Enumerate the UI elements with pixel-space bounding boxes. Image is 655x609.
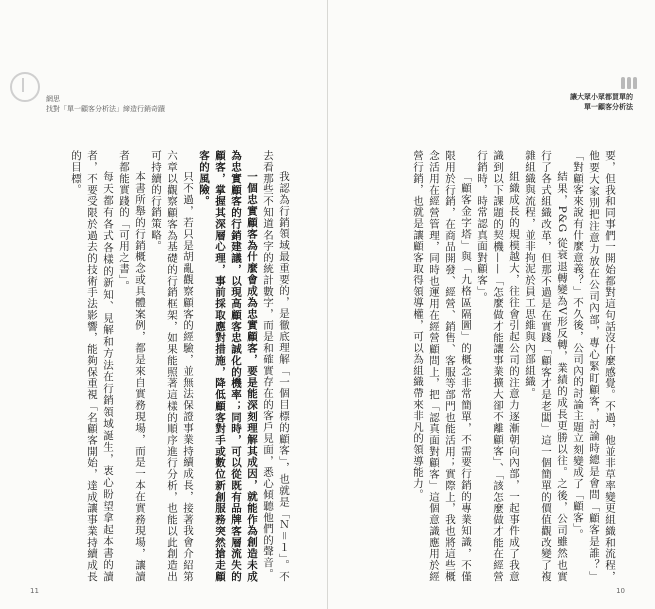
body-paragraph: 我認為行銷領域最重要的，是徹底理解「一個目標的顧客」，也就是「Ｎ＝１」。不去看那些不知道名字的統計數字，而是和確實存在的客戶見面，悉心傾聽他們的聲音。: [262, 150, 290, 582]
people-icon: [619, 74, 637, 93]
page-number: 10: [616, 587, 625, 595]
series-label: 網思: [46, 95, 60, 103]
book-subtitle: 單一顧客分析法: [584, 103, 633, 111]
book-title: 讓大眾小眾都買單的: [570, 93, 633, 101]
chapter-title: 找對「單一顧客分析法」締造行銷奇蹟: [46, 105, 165, 113]
decorative-circle-icon: [10, 72, 40, 102]
body-paragraph: 本書所舉的行銷概念或具體案例，都是來自實務現場，而是一本在實務現場，讓讀者都能實踐的「可用之書」。: [118, 150, 146, 582]
body-paragraph: 一個忠實顧客為什麼會成為忠實顧客，要是能深刻理解其成因，就能作為創造未成為忠實顧客的行銷建議，以現高顧客忠誠化的機率；同時，可以從既有品牌客層流失的顧客，掌握其深層心理，事前採取應對措施，降低顧客對手或數位新創服務突然搶走顧客的風險。: [198, 150, 258, 582]
left-body-text: [42, 150, 292, 582]
right-body-text: [356, 150, 618, 582]
body-paragraph: 每天都有各式各樣的新知、見解和方法在行銷領域誕生，衷心盼望拿起本書的讀者，不要受限於過去的技術手法影響，能夠保重視「名顧客開始，達成讓事業持續成長的目標。: [70, 150, 114, 582]
body-paragraph: 只不過，若只是胡亂觀察顧客的經驗，並無法保證事業持續成長，接著我會介紹第六章以觀察顧客為基礎的行銷框架，如果能照著這樣的順序進行分析，也能以此創造出可持續的行銷策略。: [150, 150, 194, 582]
body-paragraph: 結果，P&G 從衰退轉變為V形反轉，業績的成長更勝以往。之後，公司雖然也實行了各式組織改革，但那不過是在實踐「顧客才是老闆」這一個簡單的價值觀改變了複雜組織與流程，並非拘泥於員工思維與內部組織。: [524, 150, 568, 582]
body-paragraph: 組織成長的規模越大，往往會引起公司的注意力逐漸朝向內部，一起事件成了我意識到以下課題的契機——「怎麼做才能讓事業擴大卻不離顧客」、「該怎麼做才能在經營行銷時，時常認真面對顧客」。: [476, 150, 520, 582]
decorative-line: [22, 78, 24, 92]
running-header-right: [570, 92, 633, 112]
page-number: 11: [30, 587, 39, 595]
body-paragraph: 「顧客金字塔」與「九格區隔圖」的概念非常簡單，不需要行銷的專業知識，不僅限用於行銷，在商品開發、經營、銷售、客服等部門也能活用；實際上，我也將這些概念活用在經營管理，同時也運用在經營顧問上，把「認真面對顧客」這個意識應用於經營行銷，也就是讓顧客取得領導權，可以為組織帶來非凡的領導能力。: [412, 150, 472, 582]
right-page: [328, 0, 655, 609]
running-header-left: [46, 94, 165, 114]
body-paragraph: 要，但我和同事們一開始都對這句話沒什麼感覺。不過，他並非草率變更組織和流程，他要大家別把注意力放在公司內部，專心緊盯顧客，討論時總是會問「顧客是誰？」「對顧客來說有什麼意義？」不久後，公司內的討論主題立刻變成了「顧客」。: [572, 150, 616, 582]
